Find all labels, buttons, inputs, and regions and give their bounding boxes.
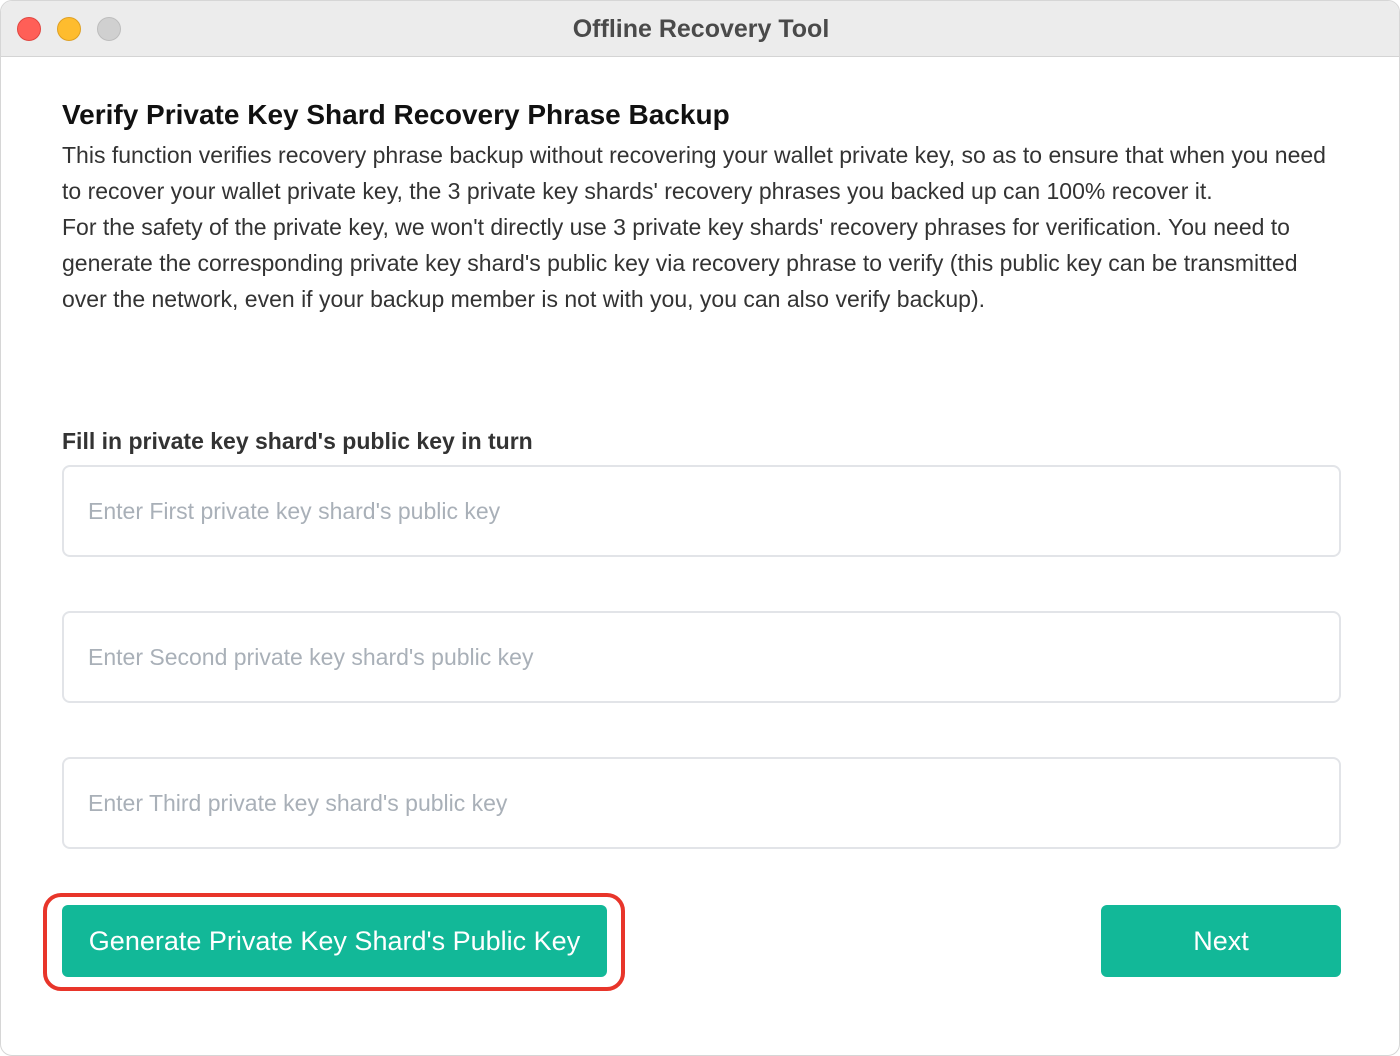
next-button[interactable]: Next [1101,905,1341,977]
main-content [62,97,1341,317]
generate-public-key-button[interactable]: Generate Private Key Shard's Public Key [62,905,607,977]
first-public-key-input[interactable] [62,465,1341,557]
second-public-key-input[interactable] [62,611,1341,703]
third-public-key-input[interactable] [62,757,1341,849]
description-paragraph-1: This function verifies recovery phrase backup without recovering your wallet private key, so as to ensure that when you need to recover your wallet private key, the 3 private key shards' recovery phrases you backed up can 100% recover it. [62,142,1326,204]
public-key-section-label: Fill in private key shard's public key in turn [62,428,533,454]
page-description [62,137,1341,317]
page-title: Verify Private Key Shard Recovery Phrase Backup [62,99,730,130]
window-title: Offline Recovery Tool [572,15,830,43]
description-paragraph-2: For the safety of the private key, we won't directly use 3 private key shards' recovery phrases for verification. You need to generate the corresponding private key shard's public key via recovery phrase to verify (this public key can be transmitted over the network, even if your backup member is not with you, you can also verify backup). [62,214,1298,312]
title-bar [1,1,1400,57]
